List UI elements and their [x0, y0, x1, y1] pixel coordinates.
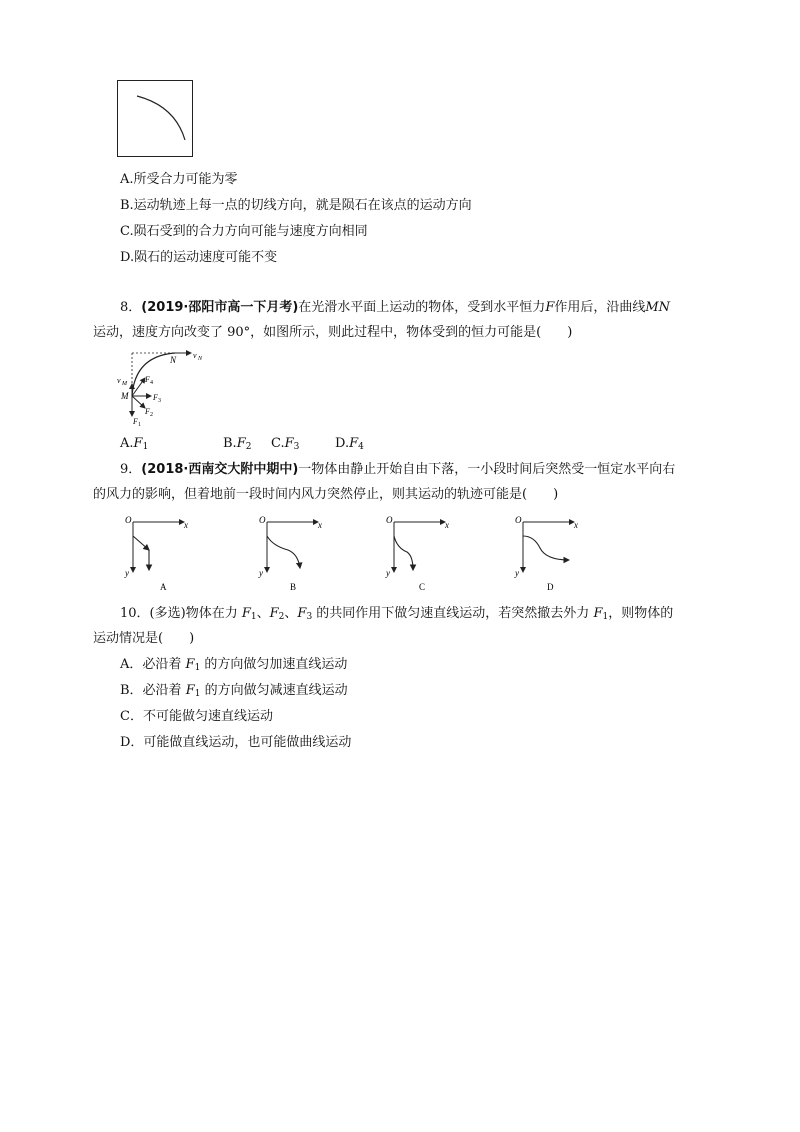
q8-option-b: $B.F_2$ [223, 436, 252, 452]
q10-option-a: A．必沿着 $F_1$ 的方向做匀加速直线运动 [120, 657, 348, 673]
svg-text:x: x [318, 520, 322, 530]
q10-stem-line1: 10．(多选)物体在力 $F_1$、$F_2$、$F_3$ 的共同作用下做匀速直线运动，若突然撤去外力 $F_1$，则物体的 [120, 606, 674, 622]
svg-text:y: y [125, 568, 129, 578]
svg-text:x: x [445, 520, 449, 530]
q9-graph-b [258, 514, 328, 594]
q7-option-a: A.所受合力可能为零 [120, 172, 238, 187]
svg-text:O: O [259, 515, 266, 525]
q8-number: 8． [120, 300, 142, 315]
svg-text:A: A [160, 582, 167, 592]
meteor-trajectory-figure [117, 80, 193, 158]
svg-text:O: O [515, 515, 522, 525]
svg-text:B: B [290, 582, 297, 592]
q8-stem-line2: 运动，速度方向改变了 90°，如图所示，则此过程中，物体受到的恒力可能是( ) [93, 325, 573, 340]
svg-text:y: y [386, 568, 390, 578]
svg-text:v: v [117, 376, 121, 385]
svg-text:1: 1 [138, 422, 141, 428]
label-N: N [170, 355, 177, 365]
svg-text:3: 3 [158, 398, 161, 404]
q9-graph-c [385, 514, 455, 594]
svg-text:F: F [145, 407, 150, 416]
svg-text:N: N [198, 356, 203, 362]
svg-text:F: F [153, 393, 158, 402]
q10-option-d: D．可能做直线运动，也可能做曲线运动 [120, 735, 352, 750]
q8-option-c: $C.F_3$ [271, 436, 300, 452]
svg-text:y: y [259, 568, 263, 578]
q7-option-b: B.运动轨迹上每一点的切线方向，就是陨石在该点的运动方向 [120, 198, 472, 213]
q10-option-c: C．不可能做匀速直线运动 [120, 709, 273, 724]
q10-stem-line2: 运动情况是( ) [93, 631, 195, 646]
svg-text:D: D [547, 582, 554, 592]
svg-text:v: v [193, 351, 197, 360]
q9-graph-a [124, 514, 194, 594]
svg-text:C: C [419, 582, 426, 592]
svg-text:y: y [515, 568, 519, 578]
svg-text:O: O [125, 515, 132, 525]
svg-text:x: x [574, 520, 578, 530]
q8-force-diagram [115, 348, 215, 430]
svg-text:F: F [145, 375, 150, 384]
svg-text:F: F [133, 417, 138, 426]
q8-source: (2019·邵阳市高一下月考) [141, 300, 299, 315]
q8-option-d: $D.F_4$ [335, 436, 364, 452]
q9-graph-d [514, 514, 584, 594]
svg-text:O: O [386, 515, 393, 525]
q9-source: (2018·西南交大附中期中) [141, 462, 299, 477]
q7-option-d: D.陨石的运动速度可能不变 [120, 250, 278, 265]
svg-text:2: 2 [150, 412, 153, 418]
q10-option-b: B．必沿着 $F_1$ 的方向做匀减速直线运动 [120, 683, 348, 699]
q9-stem-line1: 9．(2018·西南交大附中期中)一物体由静止开始自由下落，一小段时间后突然受一恒定水平向右 [120, 462, 676, 477]
label-M: M [121, 391, 129, 401]
q8-option-a: $A.F_1$ [120, 436, 149, 452]
q9-stem-line2: 的风力的影响，但着地前一段时间内风力突然停止，则其运动的轨迹可能是( ) [93, 487, 559, 502]
q7-option-c: C.陨石受到的合力方向可能与速度方向相同 [120, 224, 368, 239]
svg-text:M: M [122, 381, 127, 387]
q8-stem-line1: 8．(2019·邵阳市高一下月考)在光滑水平面上运动的物体，受到水平恒力F作用后，沿曲线MN [120, 300, 671, 315]
svg-text:4: 4 [150, 380, 153, 386]
svg-text:x: x [184, 520, 188, 530]
